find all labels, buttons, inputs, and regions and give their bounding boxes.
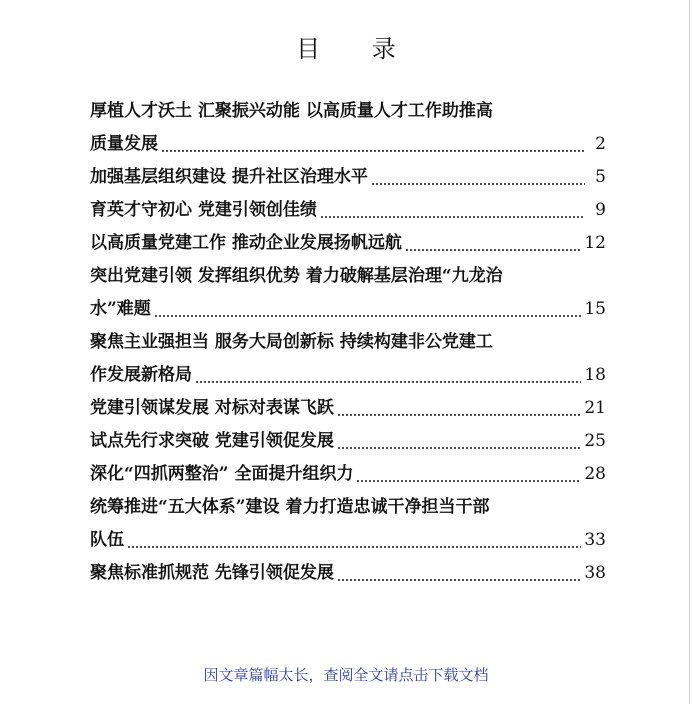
toc-entry-row xyxy=(90,128,606,161)
toc-entry-title: 质量发展 xyxy=(90,134,158,154)
toc-entry-title-line: 统筹推进“五大体系”建设 着力打造忠诚干净担当干部 xyxy=(90,497,490,517)
leader-dots xyxy=(154,293,582,326)
toc-page-number: 21 xyxy=(584,398,606,418)
toc-entry[interactable] xyxy=(90,326,606,392)
toc-entry-title-line: 厚植人才沃土 汇聚振兴动能 以高质量人才工作助推高 xyxy=(90,101,493,121)
leader-dots xyxy=(337,425,581,458)
toc-entry-row xyxy=(90,392,606,425)
toc-entry-row xyxy=(90,359,606,392)
toc-page-number: 38 xyxy=(584,563,606,583)
toc-page-number: 2 xyxy=(595,134,606,154)
table-of-contents xyxy=(90,96,606,590)
toc-entry-row xyxy=(90,425,606,458)
toc-page-number: 18 xyxy=(584,365,606,385)
toc-page-number: 28 xyxy=(584,464,606,484)
toc-entry[interactable] xyxy=(90,491,606,557)
toc-entry-title: 加强基层组织建设 提升社区治理水平 xyxy=(90,167,368,187)
toc-entry-title: 作发展新格局 xyxy=(90,365,192,385)
toc-entry[interactable] xyxy=(90,194,606,227)
toc-entry-row xyxy=(90,227,606,260)
leader-dots xyxy=(195,359,581,392)
toc-entry[interactable] xyxy=(90,392,606,425)
toc-entry-title: 队伍 xyxy=(90,530,124,550)
leader-dots xyxy=(405,227,581,260)
toc-entry-title: 党建引领谋发展 对标对表谋飞跃 xyxy=(90,398,334,418)
toc-entry-title: 聚焦标准抓规范 先锋引领促发展 xyxy=(90,563,334,583)
toc-page-number: 25 xyxy=(584,431,606,451)
toc-entry-row xyxy=(90,161,606,194)
leader-dots xyxy=(127,524,581,557)
toc-entry-row xyxy=(90,524,606,557)
toc-entry[interactable] xyxy=(90,227,606,260)
toc-entry-row xyxy=(90,293,606,326)
leader-dots xyxy=(320,194,585,227)
toc-page-number: 9 xyxy=(595,200,606,220)
download-notice-link[interactable]: 因文章篇幅太长，查阅全文请点击下载文档 xyxy=(203,666,489,684)
toc-entry-title-line: 突出党建引领 发挥组织优势 着力破解基层治理“九龙治 xyxy=(90,266,503,286)
page-edge xyxy=(689,0,690,704)
leader-dots xyxy=(337,392,581,425)
toc-entry-title: 试点先行求突破 党建引领促发展 xyxy=(90,431,334,451)
toc-entry-row xyxy=(90,557,606,590)
toc-entry-title: 深化“四抓两整治” 全面提升组织力 xyxy=(90,464,354,484)
toc-page-number: 5 xyxy=(595,167,606,187)
toc-entry[interactable] xyxy=(90,425,606,458)
toc-page-number: 33 xyxy=(584,530,606,550)
toc-entry-row xyxy=(90,194,606,227)
toc-entry-title: 水”难题 xyxy=(90,299,151,319)
toc-entry[interactable] xyxy=(90,260,606,326)
toc-entry[interactable] xyxy=(90,557,606,590)
leader-dots xyxy=(371,161,585,194)
leader-dots xyxy=(161,128,585,161)
toc-page-number: 12 xyxy=(584,233,606,253)
toc-entry-row xyxy=(90,458,606,491)
toc-entry[interactable] xyxy=(90,161,606,194)
page-title: 目 录 xyxy=(296,35,418,63)
toc-entry[interactable] xyxy=(90,96,606,161)
leader-dots xyxy=(356,458,581,491)
toc-entry-title: 以高质量党建工作 推动企业发展扬帆远航 xyxy=(90,233,402,253)
toc-entry-title-line: 聚焦主业强担当 服务大局创新标 持续构建非公党建工 xyxy=(90,332,493,352)
leader-dots xyxy=(337,557,581,590)
toc-page-number: 15 xyxy=(584,299,606,319)
toc-entry-title: 育英才守初心 党建引领创佳绩 xyxy=(90,200,317,220)
toc-entry[interactable] xyxy=(90,458,606,491)
